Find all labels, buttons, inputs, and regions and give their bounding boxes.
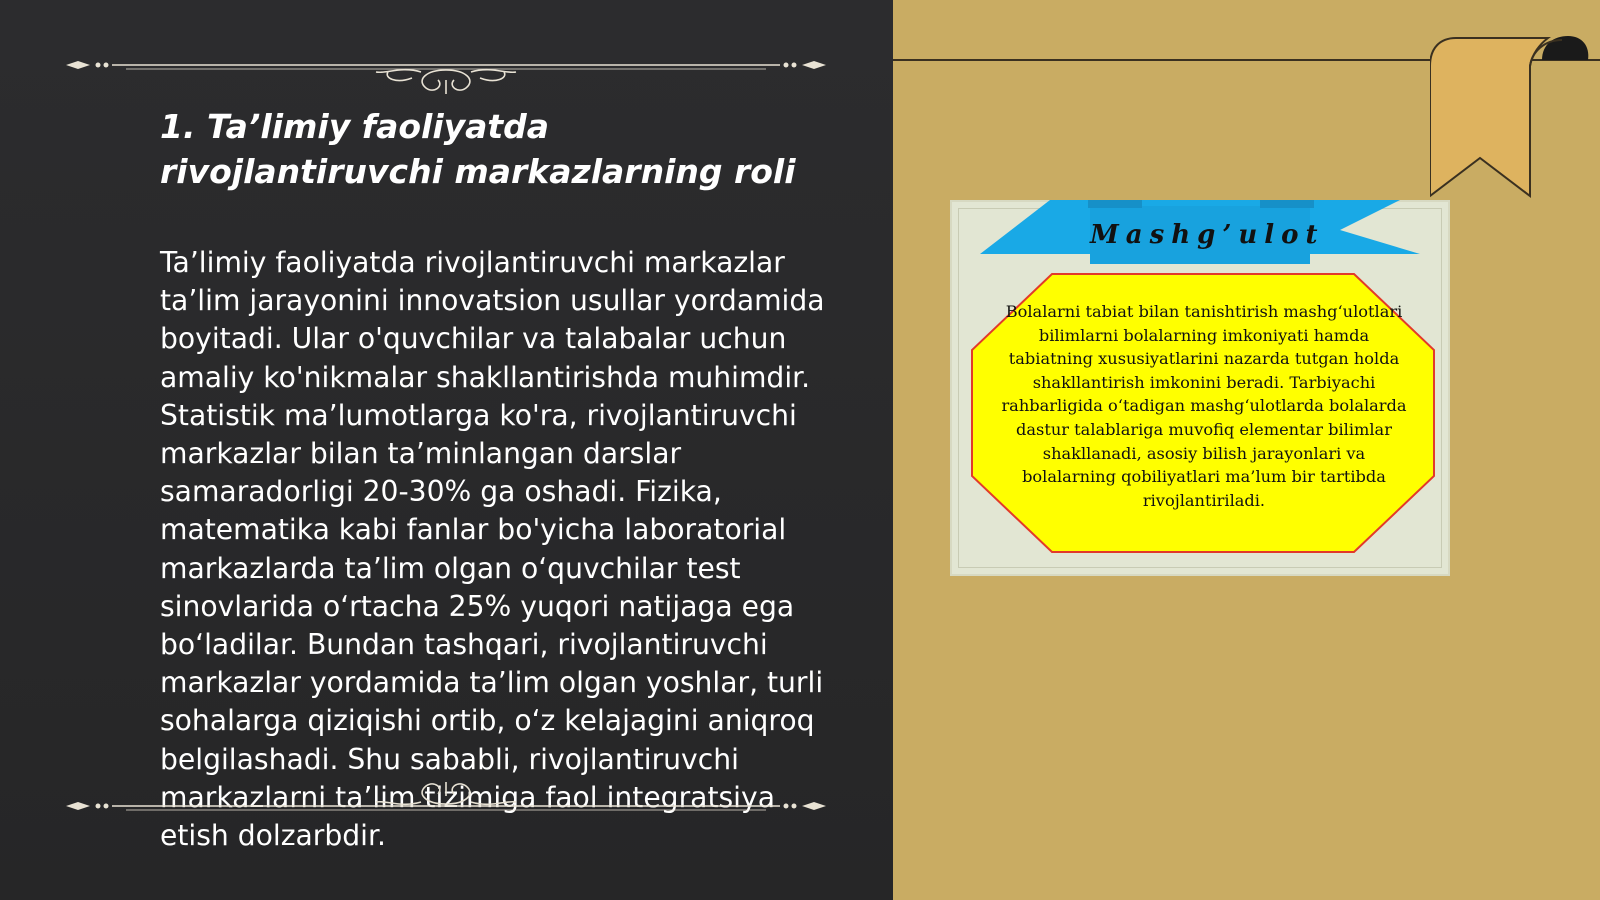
ornament-divider-top-icon <box>66 44 826 94</box>
slide-title: 1. Ta’limiy faoliyatda rivojlantiruvchi markazlarning roli <box>160 107 796 191</box>
slide-body-text: Ta’limiy faoliyatda rivojlantiruvchi markazlar ta’lim jarayonini innovatsion usullar yordamida boyitadi. Ular o'quvchilar va talabalar uchun amaliy ko'nikmalar shakllantirishda muhimdir. Statistik ma’lumotlarga ko'ra, rivojlantiruvchi markazlar bilan ta’minlangan darslar samaradorligi 20-30% ga oshadi. Fizika, matematika kabi fanlar bo'yicha laboratorial markazlarda ta’lim olgan oʻquvchilar test sinovlarida oʻrtacha 25% yuqori natijaga ega boʻladilar. Bundan tashqari, rivojlantiruvchi markazlar yordamida ta’lim olgan yoshlar, turli sohalarga qiziqishi ortib, oʻz kelajagini aniqroq belgilashadi. Shu sababli, rivojlantiruvchi markazlarni ta’lim tizimiga faol integratsiya etish dolzarbdir. <box>160 246 825 853</box>
ornament-divider-bottom-icon <box>66 782 826 832</box>
card-text: Bolalarni tabiat bilan tanishtirish mashgʻulotlari bilimlarni bolalarning imkoniyati hamda tabiatning xususiyatlarini nazarda tutgan holda shakllantirish imkonini beradi. Tarbiyachi rahbarligida oʻtadigan mashgʻulotlarda bolalarda dastur talablariga muvofiq elementar bilimlar shakllanadi, asosiy bilish jarayonlari va bolalarning qobiliyatlari ma’lum bir tartibda rivojlantiriladi. <box>1001 302 1407 510</box>
lesson-card <box>950 200 1450 576</box>
ribbon-label: Mashg’ulot <box>1090 220 1325 250</box>
bookmark-ribbon-icon <box>1430 36 1600 201</box>
